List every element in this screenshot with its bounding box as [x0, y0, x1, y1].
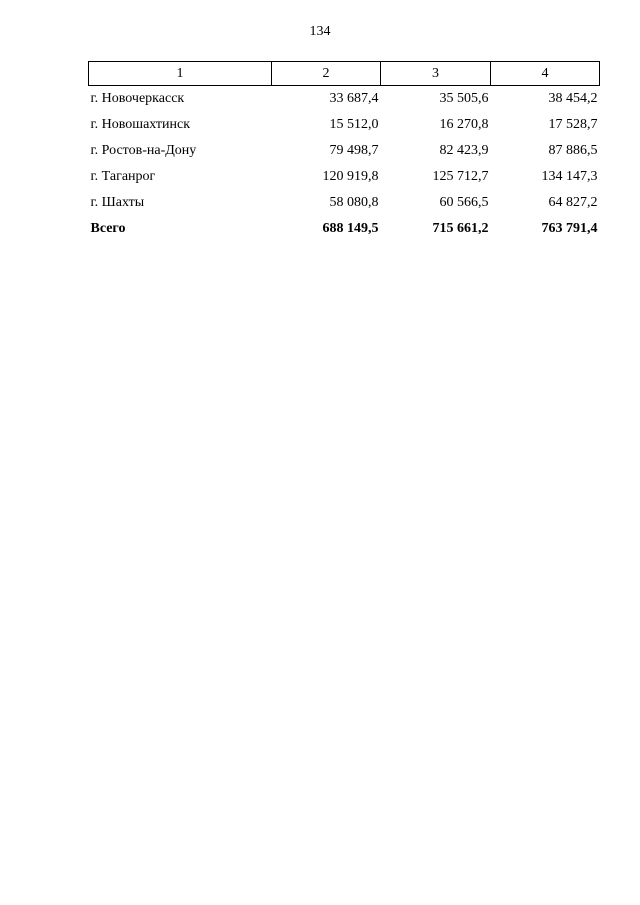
- table-row: [89, 112, 600, 138]
- row-value-col2: 33 687,4: [329, 91, 379, 106]
- column-header-4: 4: [491, 62, 600, 86]
- row-value-col4: 87 886,5: [548, 143, 598, 158]
- row-value-col3: 16 270,8: [439, 117, 489, 132]
- total-value-col2: 688 149,5: [322, 221, 379, 236]
- table-total-row: [89, 216, 600, 242]
- row-name: г. Таганрог: [90, 169, 156, 184]
- row-value-col3: 125 712,7: [432, 169, 489, 184]
- table-row: [89, 86, 600, 113]
- row-name: г. Новошахтинск: [90, 117, 191, 132]
- row-value-col2: 120 919,8: [322, 169, 379, 184]
- row-value-col4: 134 147,3: [541, 169, 598, 184]
- column-header-1: 1: [89, 62, 272, 86]
- page-number: 134: [309, 24, 331, 39]
- total-value-col4: 763 791,4: [541, 221, 598, 236]
- row-name: г. Новочеркасск: [90, 91, 185, 106]
- row-name: г. Шахты: [90, 195, 145, 210]
- row-value-col2: 15 512,0: [329, 117, 379, 132]
- table-row: [89, 138, 600, 164]
- column-header-3: 3: [381, 62, 491, 86]
- table-header-row: [89, 62, 600, 86]
- row-name: г. Ростов-на-Дону: [90, 143, 197, 158]
- row-value-col2: 58 080,8: [329, 195, 379, 210]
- total-value-col3: 715 661,2: [432, 221, 489, 236]
- row-value-col4: 17 528,7: [548, 117, 598, 132]
- table-row: [89, 190, 600, 216]
- row-value-col2: 79 498,7: [329, 143, 379, 158]
- row-value-col3: 82 423,9: [439, 143, 489, 158]
- data-table: [88, 61, 600, 242]
- total-label: Всего: [90, 221, 126, 236]
- row-value-col3: 60 566,5: [439, 195, 489, 210]
- table-row: [89, 164, 600, 190]
- row-value-col3: 35 505,6: [439, 91, 489, 106]
- row-value-col4: 38 454,2: [548, 91, 598, 106]
- column-header-2: 2: [272, 62, 381, 86]
- row-value-col4: 64 827,2: [548, 195, 598, 210]
